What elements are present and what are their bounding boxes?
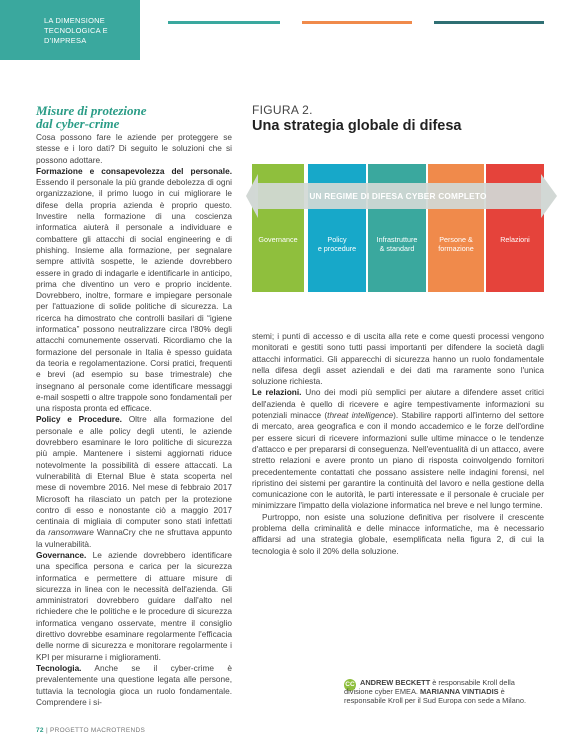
section-tag: [0, 0, 140, 60]
text-relazioni-b: ). Stabilire rapporti all'interno del settore di mercato, area geografica e con il mondo accademico e le forze dell'ordine per essere sicuri di ricevere informazioni sulle ultime minacce o le tendenze d'attacco e per prepararsi di conseguenza. Nell'eventualità di un attacco, avere stretto relazioni e avere pronto un piano di risposta coinvolgendo fornitori precedentemente contattati che possano assistere nelle indagini forensi, nel ripristino dei sistemi per garantire la continuità del lavoro e nella gestione della comunicazione con le autorità, le parti interessate e il personale è cruciale per minimizzare l'impatto della violazione informatica nel breve e nel lungo termine.: [252, 410, 544, 511]
diagram-banner: UN REGIME DI DIFESA CYBER COMPLETO: [309, 191, 487, 201]
diagram-box-label: Relazioni: [500, 235, 530, 244]
text-relazioni-italic: threat intelligence: [327, 410, 394, 421]
header-rule-dark: [434, 21, 544, 24]
diagram-box-label: Governance: [258, 235, 298, 244]
paragraph-relazioni: [252, 387, 544, 511]
article-title: [36, 104, 232, 130]
arrow-head-shape: [541, 174, 557, 218]
article-title-line1: Misure di protezione: [36, 103, 147, 118]
page-footer: [36, 727, 145, 734]
page-number: 72: [36, 727, 44, 734]
text-policy-a: Oltre alla formazione del personale e alle policy degli utenti, le aziende dovrebbero esaminare le loro politiche di sicurezza più ampie. Mantenere i sistemi aggiornati riduce notevolmente la possibilità di essere attaccati. La vulnerabilità di Eternal Blue è stata scoperta nel mese di novembre 2016. Nel mese di febbraio 2017 Microsoft ha rilasciato un patch per la protezione contro di esso e nonostante ciò a maggio 2017 centinaia di migliaia di computer sono stati infettati da: [36, 414, 233, 538]
paragraph-conclusione: Purtroppo, non esiste una soluzione definitiva per risolvere il crescente problema della criminalità e delle minacce informatiche, ma è necessario affidarsi ad una strategia globale, esemplificata nella figura 2, di cui la tecnologia è solo il 20% della soluzione.: [252, 511, 544, 556]
figure-label: FIGURA 2.: [252, 103, 313, 117]
author-role-1: è responsabile Kroll della divisione cyber EMEA.: [344, 678, 515, 697]
diagram-box-label: Persone & formazione: [438, 235, 474, 253]
header-rule-teal: [168, 21, 280, 24]
author-name-1: ANDREW BECKETT: [360, 678, 431, 687]
article-title-line2: dal cyber-crime: [36, 116, 120, 131]
text-policy-b: WannaCry che ne sfruttava appunto la vulnerabilità.: [36, 527, 232, 549]
text-tecnologia: Anche se il cyber-crime è prevalentemente una questione legata alle persone, tuttavia la tecnologia gioca un ruolo fondamentale. Comprendere i si-: [36, 662, 232, 707]
header-rule-orange: [302, 21, 412, 24]
author-box: [344, 678, 544, 706]
author-name-2: MARIANNA VINTIADIS: [420, 687, 499, 697]
section-tag-line1: LA DIMENSIONE: [44, 16, 105, 25]
text-formazione: Essendo il personale la più grande debolezza di ogni organizzazione, il primo luogo in cui migliorare le difese della propria azienda è proprio questo. Investire nella formazione di una coscienza informatica aiuterà il personale a individuare e combattere gli attacchi di social engineering e di phishing. Insieme alla formazione, per segnalare sempre attività sospette, le aziende dovrebbero essere in grado di indagarle e identificarle in anticipo, prima che diventino un vero e proprio incidente. Dovrebbero, inoltre, formare e impiegare personale per l'attuazione di solide politiche di sicurezza. La ricerca ha dimostrato che controlli basilari di “igiene informatica” possono neutralizzare circa l'80% degli attacchi comunemente osservati. Ricordiamo che la formazione del personale in Italia è spesso guidata da teoria e regolamentazione. Corsi pratici, frequenti e brevi (ad esempio su base trimestrale) che insegnano al personale come identificare messaggi e-mail sospetti o altre trappole sono fondamentali per una risposta pronta ed efficace.: [36, 177, 232, 414]
section-tag-line2: TECNOLOGICA E D'IMPRESA: [44, 26, 108, 45]
left-column: [36, 104, 232, 708]
figure-title: Una strategia globale di difesa: [252, 118, 462, 134]
paragraph-tecnologia: [36, 663, 232, 708]
paragraph-formazione: [36, 166, 232, 415]
author-badge-icon: CC: [344, 679, 356, 691]
lead-policy: Policy e Procedure.: [36, 414, 122, 425]
publication-name: PROGETTO MACROTRENDS: [50, 727, 146, 734]
diagram-box-label: Infrastrutture & standard: [376, 235, 418, 253]
lead-relazioni: Le relazioni.: [252, 387, 302, 398]
intro-paragraph: Cosa possono fare le aziende per proteggere se stesse e i loro dati? Di seguito le soluzioni che si possono adottare.: [36, 132, 232, 165]
text-relazioni-a: Uno dei modi più semplici per aiutare a difendere asset critici dell'azienda è quello di ricevere e agire tempestivamente informazioni su potenziali minacce (: [252, 387, 545, 421]
paragraph-sistemi: stemi; i punti di accesso e di uscita alla rete e come questi processi vengono monitorati e gestiti sono tutti passi importanti per difendere la società dagli attacchi informatici. Gli apparecchi di sicurezza hanno un ruolo fondamentale nella difesa degli asset aziendali e dei dati ma raramente sono l'unica soluzione richiesta.: [252, 331, 544, 387]
author-role-2: è responsabile Kroll per il Sud Europa con sede a Milano.: [344, 687, 526, 706]
text-governance: Le aziende dovrebbero identificare una specifica persona e carica per la sicurezza informatica e permettere di attuare misure di sicurezza in linea con le necessità dell'azienda. Gli amministratori dovrebbero guidare dall'alto nel richiedere che le politiche e le procedure di sicurezza informatica vengano osservate, mentre il consiglio direttivo dovrebbe esaminare regolarmente l'efficacia delle norme di sicurezza e monitorare regolarmente i KPI per misurarne i miglioramenti.: [36, 549, 232, 662]
diagram-box-label: Policy e procedure: [317, 235, 357, 253]
right-column: [252, 331, 544, 557]
lead-governance: Governance.: [36, 549, 87, 560]
text-policy-italic: ransomware: [48, 527, 94, 538]
paragraph-policy: [36, 414, 232, 550]
lead-formazione: Formazione e consapevolezza del personale.: [36, 165, 232, 176]
paragraph-governance: [36, 550, 232, 663]
lead-tecnologia: Tecnologia.: [36, 662, 82, 673]
footer-separator: |: [43, 727, 51, 734]
